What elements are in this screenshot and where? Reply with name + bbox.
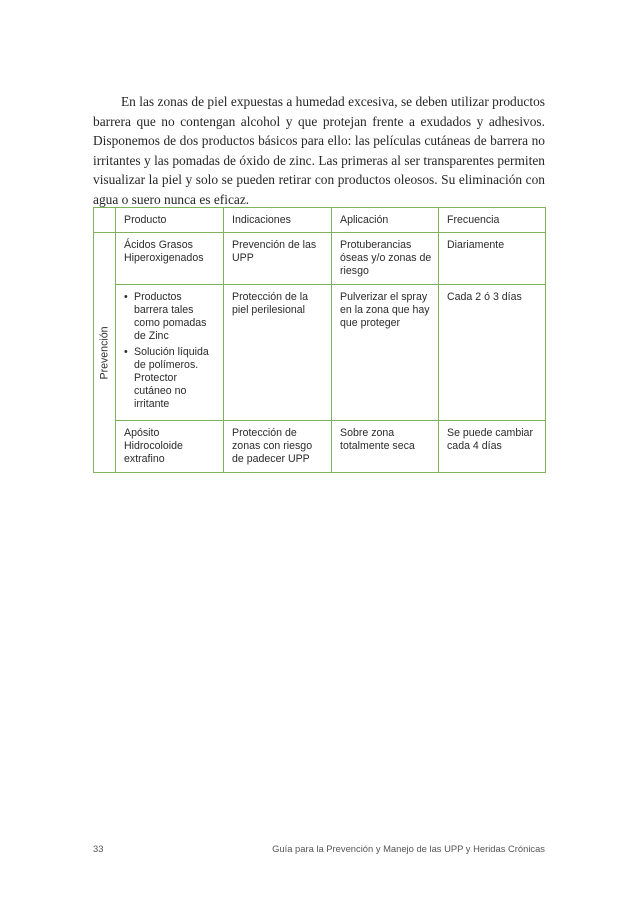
cell-producto: Ácidos Grasos Hiperoxigenados <box>116 233 224 285</box>
table-header-row <box>94 208 546 233</box>
side-label-prevencion: Prevención <box>98 326 110 379</box>
page-number: 33 <box>93 843 104 854</box>
cell-aplicacion: Sobre zona totalmente seca <box>332 421 439 473</box>
cell-indicaciones: Protección de zonas con riesgo de padecer UPP <box>224 421 332 473</box>
cell-frecuencia: Cada 2 ó 3 días <box>439 285 546 421</box>
products-table <box>93 207 546 473</box>
cell-frecuencia: Se puede cambiar cada 4 días <box>439 421 546 473</box>
side-label-cell <box>94 233 116 473</box>
list-item: • Solución líquida de polímeros. Protector cutáneo no irritante <box>124 346 217 411</box>
producto-bullet-list <box>124 291 217 411</box>
header-frecuencia: Frecuencia <box>439 208 546 233</box>
footer-title: Guía para la Prevención y Manejo de las UPP y Heridas Crónicas <box>272 843 545 854</box>
cell-producto: Apósito Hidrocoloide extrafino <box>116 421 224 473</box>
cell-indicaciones: Protección de la piel perilesional <box>224 285 332 421</box>
table-row <box>94 285 546 421</box>
header-producto: Producto <box>116 208 224 233</box>
cell-producto <box>116 285 224 421</box>
cell-aplicacion: Pulverizar el spray en la zona que hay que proteger <box>332 285 439 421</box>
table-row <box>94 233 546 285</box>
header-indicaciones: Indicaciones <box>224 208 332 233</box>
list-item: • Productos barrera tales como pomadas de Zinc <box>124 291 217 343</box>
cell-frecuencia: Diariamente <box>439 233 546 285</box>
intro-paragraph: En las zonas de piel expuestas a humedad excesiva, se deben utilizar productos barrera que no contengan alcohol y que protejan frente a exudados y adhesivos. Disponemos de dos productos básicos para ello: las películas cutáneas de barrera no irritantes y las pomadas de óxido de zinc. Las primeras al ser transparentes permiten visualizar la piel y solo se pueden retirar con productos oleosos. Su eliminación con agua o suero nunca es eficaz. <box>93 94 545 207</box>
header-empty-cell <box>94 208 116 233</box>
cell-aplicacion: Protuberancias óseas y/o zonas de riesgo <box>332 233 439 285</box>
cell-indicaciones: Prevención de las UPP <box>224 233 332 285</box>
header-aplicacion: Aplicación <box>332 208 439 233</box>
table-row <box>94 421 546 473</box>
